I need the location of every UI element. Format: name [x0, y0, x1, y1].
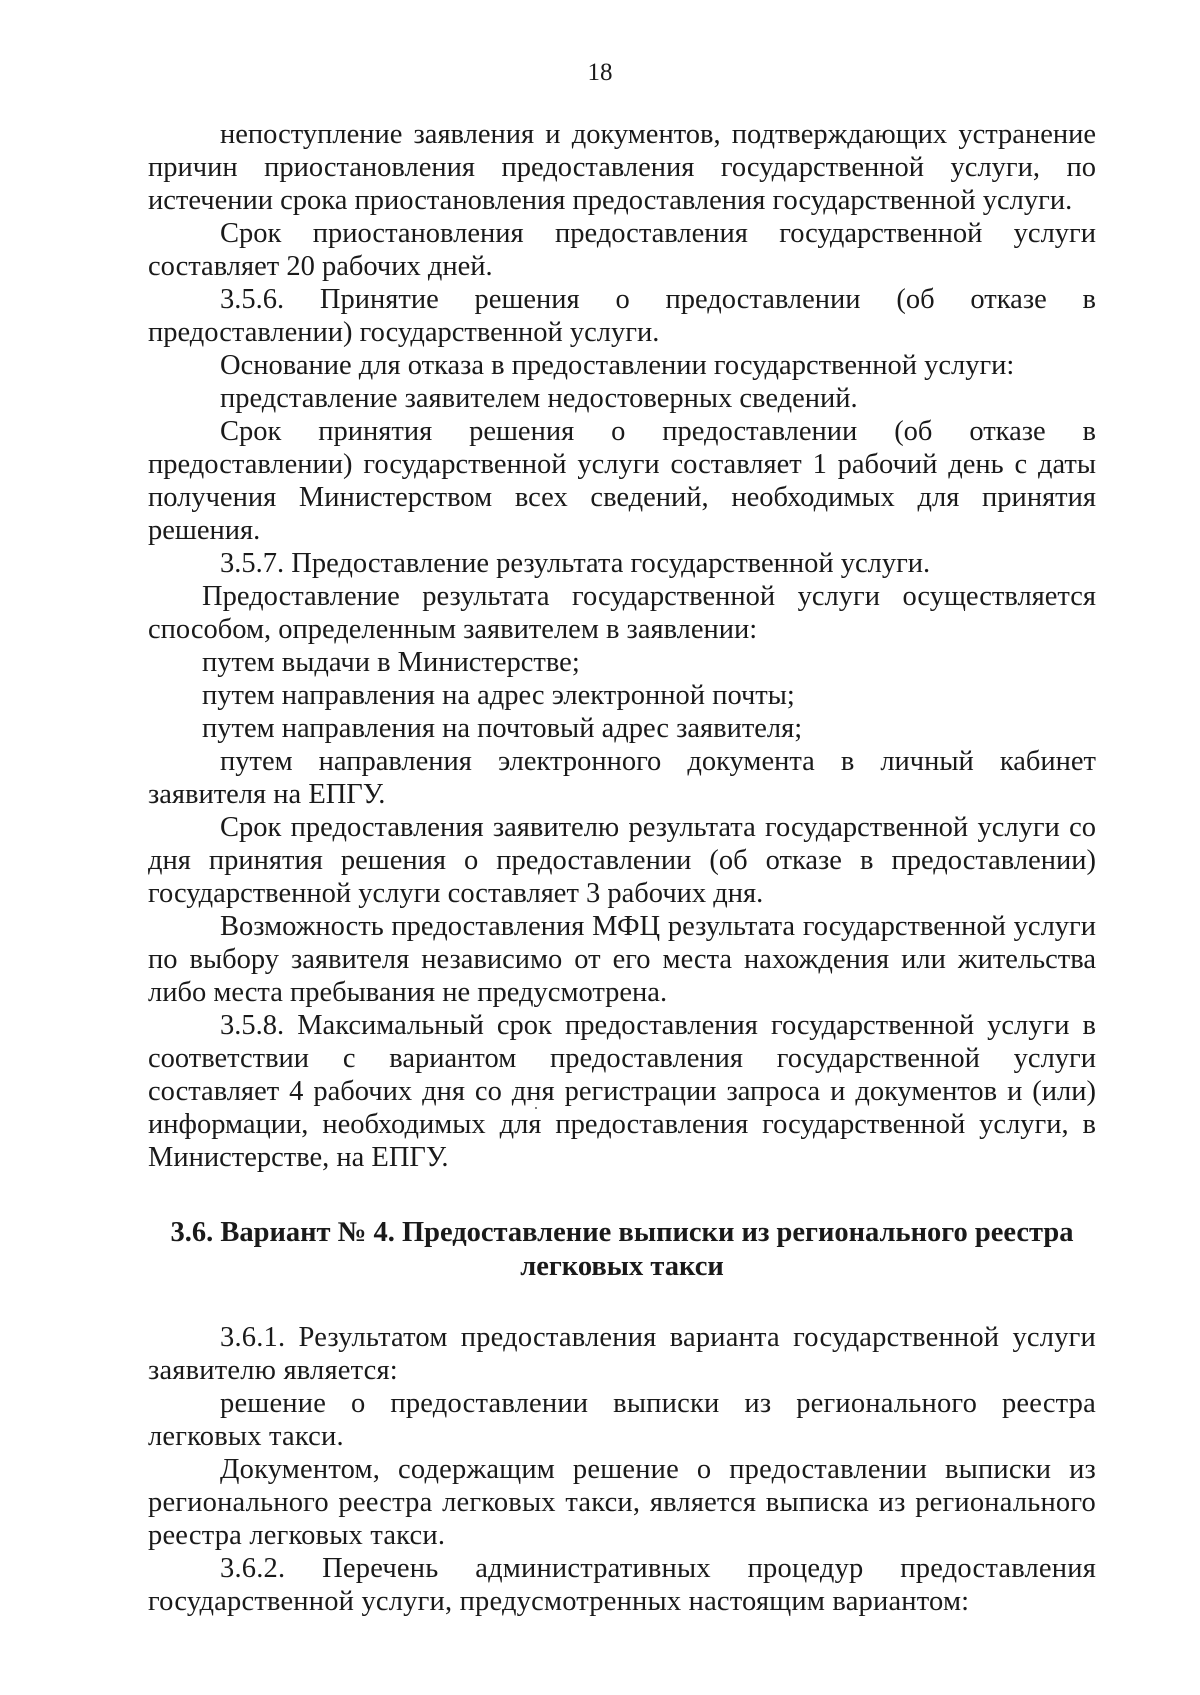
- paragraph: Срок приостановления предоставления государственной услуги составляет 20 рабочих дней.: [148, 218, 1096, 282]
- list-item: путем выдачи в Министерстве;: [202, 647, 580, 678]
- paragraph: Предоставление результата государственной услуги осуществляется способом, определенным заявителем в заявлении:: [148, 581, 1096, 645]
- section-3-5-text: [148, 118, 1096, 1174]
- paragraph: решение о предоставлении выписки из регионального реестра легковых такси.: [148, 1388, 1096, 1452]
- section-heading: [148, 1216, 1096, 1284]
- section-3-6-text: [148, 1321, 1096, 1618]
- paragraph: 3.5.6. Принятие решения о предоставлении (об отказе в предоставлении) государственной услуги.: [148, 284, 1096, 348]
- paragraph: Срок предоставления заявителю результата государственной услуги со дня принятия решения о предоставлении (об отказе в предоставлении) государственной услуги составляет 3 рабочих дня.: [148, 812, 1096, 909]
- page-number: 18: [587, 59, 613, 86]
- section-heading-line: 3.6. Вариант № 4. Предоставление выписки из регионального реестра: [170, 1217, 1074, 1248]
- paragraph: 3.5.7. Предоставление результата государственной услуги.: [220, 548, 931, 579]
- scan-speck: [535, 1107, 537, 1109]
- paragraph: 3.6.2. Перечень административных процедур предоставления государственной услуги, предусмотренных настоящим вариантом:: [148, 1553, 1096, 1617]
- paragraph: Основание для отказа в предоставлении государственной услуги:: [220, 350, 1015, 381]
- paragraph: Возможность предоставления МФЦ результата государственной услуги по выбору заявителя независимо от его места нахождения или жительства либо места пребывания не предусмотрена.: [148, 911, 1096, 1008]
- list-item: путем направления на почтовый адрес заявителя;: [202, 713, 803, 744]
- document-body: [148, 118, 1096, 1618]
- paragraph: представление заявителем недостоверных сведений.: [220, 383, 858, 414]
- list-item: путем направления электронного документа в личный кабинет заявителя на ЕПГУ.: [148, 746, 1096, 810]
- paragraph: Срок принятия решения о предоставлении (об отказе в предоставлении) государственной услуги составляет 1 рабочий день с даты получения Министерством всех сведений, необходимых для принятия решения.: [148, 416, 1096, 546]
- paragraph: 3.6.1. Результатом предоставления варианта государственной услуги заявителю является:: [148, 1322, 1096, 1386]
- paragraph: 3.5.8. Максимальный срок предоставления государственной услуги в соответствии с вариантом предоставления государственной услуги составляет 4 рабочих дня со дня регистрации запроса и документов и (или) информации, необходимых для предоставления государственной услуги, в Министерстве, на ЕПГУ.: [148, 1010, 1096, 1173]
- list-item: путем направления на адрес электронной почты;: [202, 680, 795, 711]
- paragraph: Документом, содержащим решение о предоставлении выписки из регионального реестра легковых такси, является выписка из регионального реестра легковых такси.: [148, 1454, 1096, 1551]
- paragraph: непоступление заявления и документов, подтверждающих устранение причин приостановления предоставления государственной услуги, по истечении срока приостановления предоставления государственной услуги.: [148, 119, 1096, 216]
- section-heading-line: легковых такси: [520, 1251, 724, 1282]
